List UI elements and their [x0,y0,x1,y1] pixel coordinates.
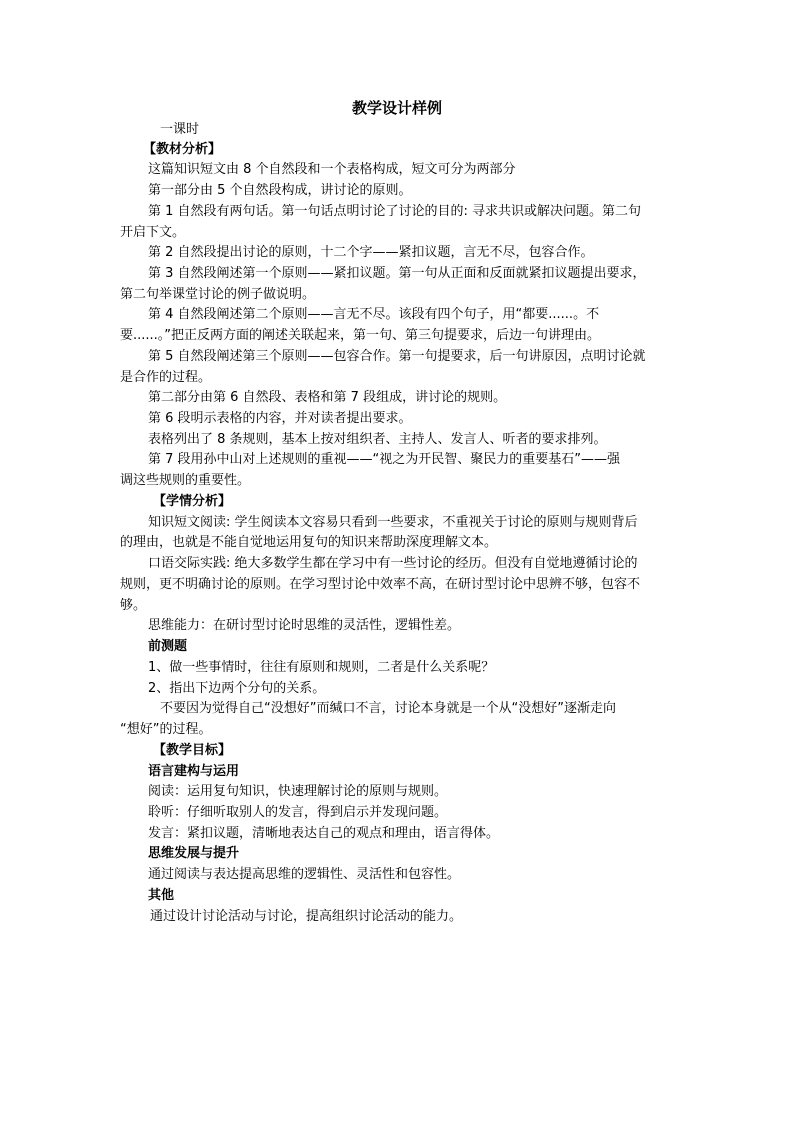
paragraph-continuation: 是合作的过程。 [120,370,212,385]
goal-item: 通过设计讨论活动与讨论，提高组织讨论活动的能力。 [150,909,463,924]
subheading: 其他 [148,888,175,903]
quoted-text-continuation: “想好”的过程。 [120,722,212,737]
paragraph: 这篇知识短文由 8 个自然段和一个表格构成，短文可分为两部分 [148,162,516,177]
paragraph-continuation: 调这些规则的重要性。 [120,473,251,488]
paragraph: 第二部分由第 6 自然段、表格和第 7 段组成，讲讨论的规则。 [148,390,507,405]
section-heading-learner: 【学情分析】 [153,494,232,509]
paragraph-continuation: 要......。”把正反两方面的阐述关联起来，第一句、第三句提要求，后边一句讲理由。 [120,328,601,343]
paragraph: 口语交际实践: 绝大多数学生都在学习中有一些讨论的经历。但没有自觉地遵循讨论的 [148,556,638,571]
paragraph: 表格列出了 8 条规则，基本上按对组织者、主持人、发言人、听者的要求排列。 [148,432,607,447]
paragraph: 第 4 自然段阐述第二个原则——言无不尽。该段有四个句子，用“都要......。不 [148,307,600,322]
lesson-duration: 一课时 [160,122,200,137]
subheading: 语言建构与运用 [148,764,240,779]
paragraph: 第一部分由 5 个自然段构成，讲讨论的原则。 [148,183,412,198]
goal-item: 发言：紧扣议题，清晰地表达自己的观点和理由，语言得体。 [148,826,500,841]
section-heading-goals: 【教学目标】 [153,743,232,758]
paragraph: 第 7 段用孙中山对上述规则的重视——“视之为开民智、聚民力的重要基石”——强 [148,452,621,467]
pretest-question: 2、指出下边两个分句的关系。 [148,681,326,696]
goal-item: 聆听：仔细听取别人的发言，得到启示并发现问题。 [148,805,448,820]
paragraph-continuation: 的理由，也就是不能自觉地运用复句的知识来帮助深度理解文本。 [120,535,498,550]
section-heading-textbook: 【教材分析】 [143,142,222,157]
paragraph-continuation: 规则，更不明确讨论的原则。在学习型讨论中效率不高，在研讨型讨论中思辨不够，包容不 [120,577,641,592]
goal-item: 阅读：运用复句知识，快速理解讨论的原则与规则。 [148,784,448,799]
pretest-question: 1、做一些事情时，往往有原则和规则，二者是什么关系呢？ [148,660,495,675]
quoted-text: 不要因为觉得自己“没想好”而缄口不言，讨论本身就是一个从“没想好”逐渐走向 [160,701,616,716]
paragraph: 第 2 自然段提出讨论的原则，十二个字——紧扣议题，言无不尽，包容合作。 [148,245,594,260]
paragraph-continuation: 第二句举课堂讨论的例子做说明。 [120,287,316,302]
paragraph-continuation: 开启下文。 [120,225,186,240]
paragraph: 第 3 自然段阐述第一个原则——紧扣议题。第一句从正面和反面就紧扣议题提出要求， [148,266,646,281]
goal-item: 通过阅读与表达提高思维的逻辑性、灵活性和包容性。 [148,867,461,882]
subheading: 思维发展与提升 [148,846,240,861]
paragraph: 知识短文阅读: 学生阅读本文容易只看到一些要求，不重视关于讨论的原则与规则背后 [148,515,638,530]
document-title: 教学设计样例 [351,99,442,117]
pretest-heading: 前测题 [148,639,188,654]
paragraph: 思维能力：在研讨型讨论时思维的灵活性，逻辑性差。 [148,618,461,633]
paragraph: 第 5 自然段阐述第三个原则——包容合作。第一句提要求，后一句讲原因，点明讨论就 [148,349,646,364]
paragraph: 第 6 段明示表格的内容，并对读者提出要求。 [148,411,412,426]
paragraph-continuation: 够。 [120,598,147,613]
paragraph: 第 1 自然段有两句话。第一句话点明讨论了讨论的目的: 寻求共识或解决问题。第二句 [148,204,642,219]
